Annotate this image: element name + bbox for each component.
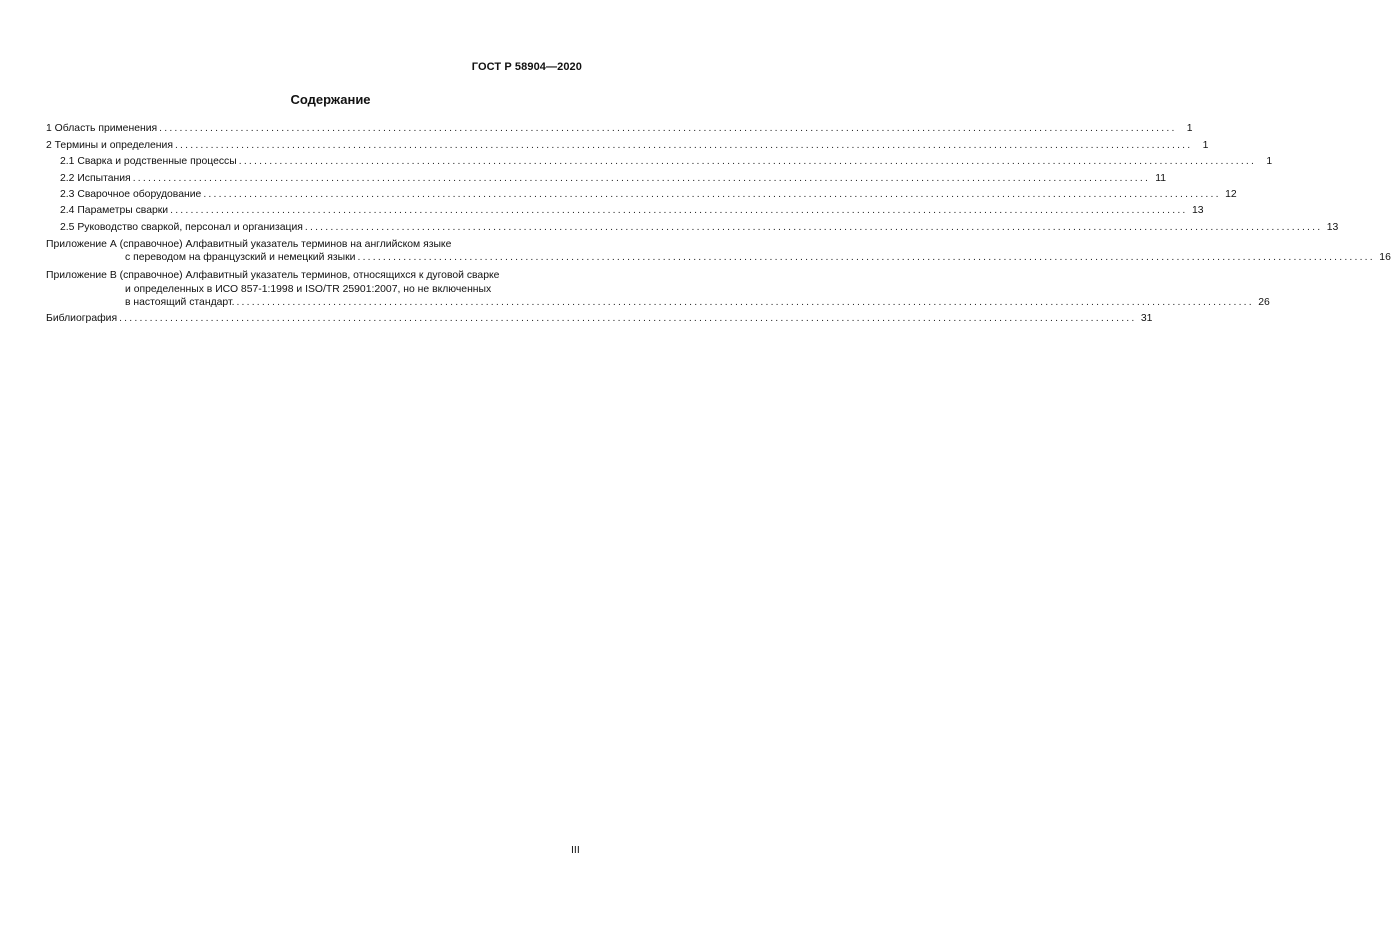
toc-entry-page: 1: [1202, 139, 1209, 151]
toc-entry-parameters[interactable]: [46, 202, 1204, 218]
toc-entry-equipment[interactable]: [46, 186, 1237, 202]
page-number: III: [571, 844, 580, 856]
toc-entry-appendix-b[interactable]: [46, 268, 1270, 310]
leader-dots: ........................................................................................................................................................................................................: [119, 313, 1137, 325]
toc-entry-page: 11: [1155, 172, 1167, 184]
toc-entry-page: 1: [1186, 123, 1193, 135]
toc-entry-label-cont: в настоящий стандарт.: [125, 296, 235, 308]
leader-dots: ........................................................................................................................................................................................................: [236, 296, 1254, 308]
table-of-contents: [46, 120, 1391, 326]
toc-entry-label: 2 Термины и определения: [46, 139, 173, 151]
toc-entry-label: 2.2 Испытания: [60, 172, 131, 184]
toc-entry-terms[interactable]: [46, 136, 1209, 152]
toc-entry-label: 2.3 Сварочное оборудование: [60, 188, 202, 200]
toc-entry-label: 2.5 Руководство сваркой, персонал и организация: [60, 221, 303, 233]
leader-dots: ........................................................................................................................................................................................................: [304, 221, 1323, 233]
toc-entry-page: 13: [1191, 205, 1204, 217]
toc-entry-page: 16: [1379, 251, 1391, 263]
toc-entry-page: 26: [1258, 296, 1270, 308]
toc-entry-label: 2.1 Сварка и родственные процессы: [60, 156, 237, 168]
toc-entry-label-cont: с переводом на французский и немецкий языки: [125, 251, 356, 263]
toc-entry-scope[interactable]: [46, 120, 1193, 136]
toc-entry-page: 31: [1140, 313, 1153, 325]
toc-entry-label: 2.4 Параметры сварки: [60, 205, 169, 217]
toc-entry-appendix-a[interactable]: [46, 237, 1391, 265]
toc-entry-page: 12: [1225, 188, 1237, 200]
toc-entry-welding-processes[interactable]: [46, 153, 1273, 169]
leader-dots: ........................................................................................................................................................................................................: [174, 139, 1193, 151]
leader-dots: ........................................................................................................................................................................................................: [203, 188, 1221, 200]
leader-dots: ........................................................................................................................................................................................................: [170, 205, 1188, 217]
toc-entry-label: Приложение В (справочное) Алфавитный указатель терминов, относящихся к дуговой сварке: [46, 269, 500, 281]
toc-entry-label: Библиография: [46, 313, 118, 325]
toc-entry-page: 13: [1326, 221, 1339, 233]
toc-entry-label: Приложение А (справочное) Алфавитный указатель терминов на английском языке: [46, 238, 452, 250]
toc-entry-management[interactable]: [46, 218, 1339, 234]
toc-entry-bibliography[interactable]: [46, 310, 1153, 326]
document-id: ГОСТ Р 58904—2020: [471, 61, 582, 73]
leader-dots: ........................................................................................................................................................................................................: [159, 123, 1177, 135]
toc-entry-label: 1 Область применения: [46, 123, 158, 135]
page-title: Содержание: [290, 92, 371, 107]
leader-dots: ........................................................................................................................................................................................................: [132, 172, 1151, 184]
leader-dots: ........................................................................................................................................................................................................: [238, 156, 1257, 168]
leader-dots: ........................................................................................................................................................................................................: [357, 251, 1375, 263]
toc-entry-label-cont: и определенных в ИСО 857-1:1998 и ISO/TR 25901:2007, но не включенных: [125, 283, 492, 295]
toc-entry-page: 1: [1266, 156, 1273, 168]
toc-entry-testing[interactable]: [46, 169, 1167, 185]
